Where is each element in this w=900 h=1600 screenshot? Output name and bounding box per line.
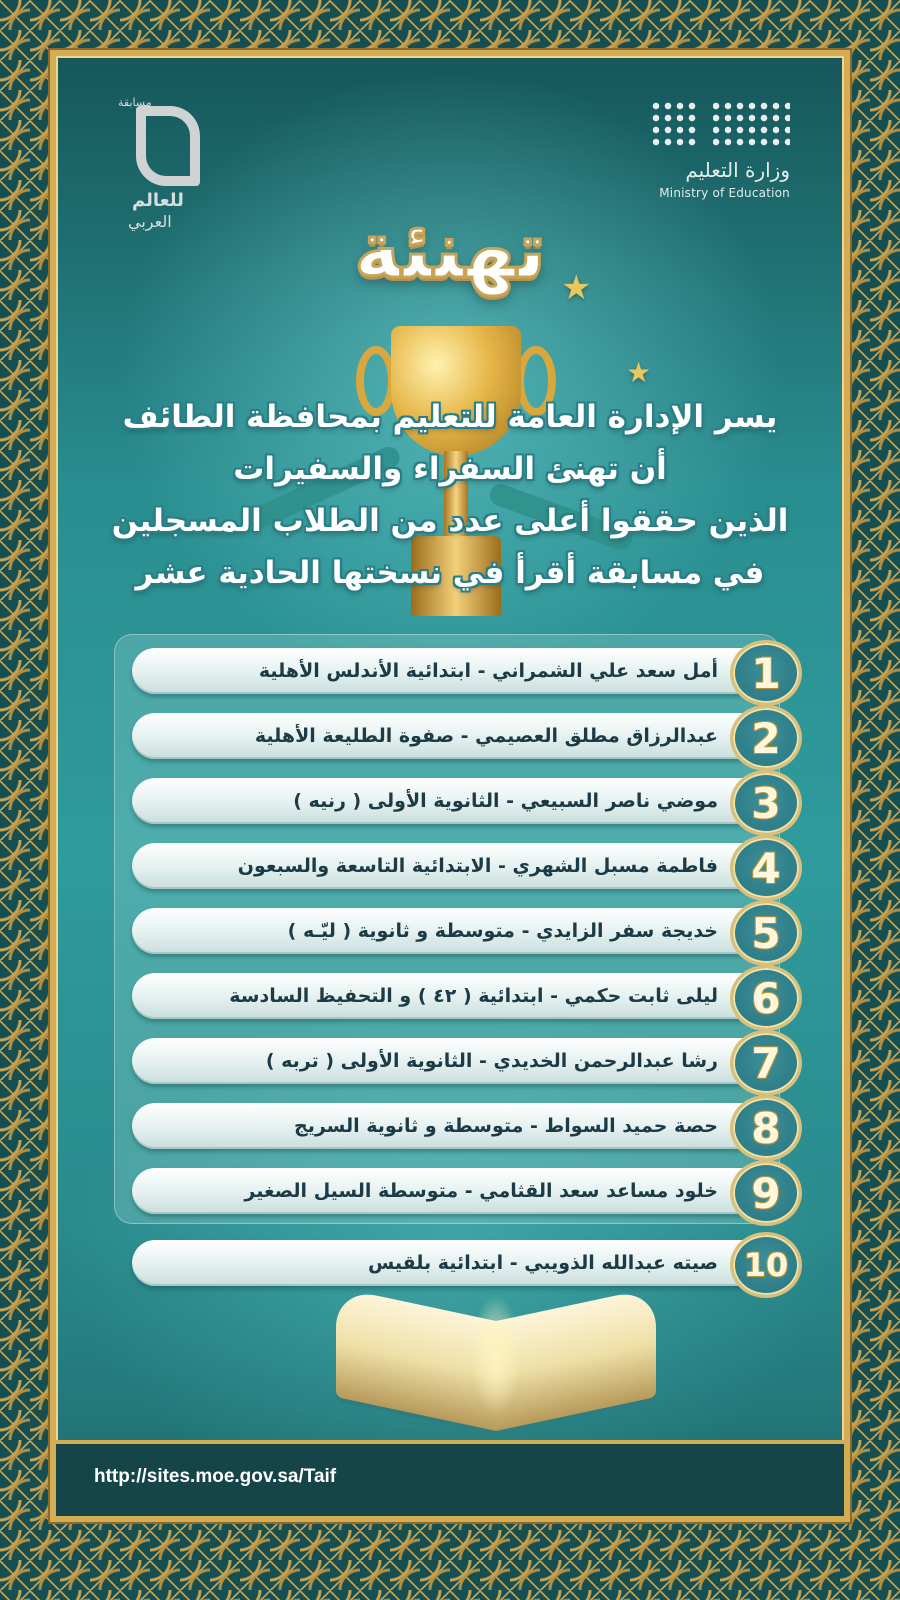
rank-badge: 3 [730,770,802,836]
winner-pill [132,778,762,824]
winner-row [132,642,802,698]
footer-bar [56,1440,844,1516]
winner-pill [132,1103,762,1149]
winner-row [132,1032,802,1088]
intro-text [56,391,844,599]
winner-pill [132,908,762,954]
page-title: تهنئة [354,206,546,296]
rank-badge: 9 [730,1160,802,1226]
winner-row [132,772,802,828]
rank-badge: 7 [730,1030,802,1096]
website-link[interactable]: http://sites.moe.gov.sa/Taif [94,1466,337,1487]
winner-pill [132,648,762,694]
winner-name: حصة حميد السواط - متوسطة و ثانوية السريج [294,1115,718,1137]
moe-dots-icon [650,100,790,150]
moe-arabic-name: وزارة التعليم [685,158,790,182]
rank-badge: 6 [730,965,802,1031]
winner-pill [132,713,762,759]
winner-name: ليلى ثابت حكمي - ابتدائية ( ٤٢ ) و التحفيظ السادسة [229,985,718,1007]
rank-badge: 1 [730,640,802,706]
winner-row [132,967,802,1023]
open-book-illustration [336,1294,656,1424]
winner-name: موضي ناصر السبيعي - الثانوية الأولى ( رنيه ) [293,790,718,812]
winner-pill [132,843,762,889]
winner-row [132,837,802,893]
ministry-of-education-logo [630,100,790,200]
iqraa-logo-small-text: مسابقة [118,96,152,109]
rank-badge: 8 [730,1095,802,1161]
winner-pill [132,1168,762,1214]
poster-frame [50,50,850,1522]
winner-row [132,1162,802,1218]
rank-badge: 10 [730,1232,802,1298]
winner-name: رشا عبدالرحمن الخديدي - الثانوية الأولى ( تربه ) [265,1050,718,1072]
star-icon: ★ [626,356,652,389]
book-glow [471,1294,521,1414]
winner-name: فاطمة مسبل الشهري - الابتدائية التاسعة والسبعون [237,855,718,877]
intro-line: يسر الإدارة العامة للتعليم بمحافظة الطائف [122,399,778,435]
winner-pill [132,973,762,1019]
winner-pill [132,1240,762,1286]
intro-line: في مسابقة أقرأ في نسختها الحادية عشر [135,555,765,591]
winner-row [132,707,802,763]
winner-row [132,902,802,958]
iqraa-logo-line1: للعالم [132,190,184,211]
winner-row [132,1234,802,1290]
winner-name: أمل سعد علي الشمراني - ابتدائية الأندلس الأهلية [258,660,718,682]
intro-line: الذين حققوا أعلى عدد من الطلاب المسجلين [111,503,789,539]
star-icon: ★ [561,268,592,308]
winner-name: صيته عبدالله الذويبي - ابتدائية بلقيس [367,1252,718,1274]
intro-line: أن تهنئ السفراء والسفيرات [233,451,667,487]
rank-badge: 2 [730,705,802,771]
rank-badge: 4 [730,835,802,901]
winner-name: عبدالرزاق مطلق العصيمي - صفوة الطليعة الأهلية [254,725,718,747]
winner-row [132,1097,802,1153]
rank-badge: 5 [730,900,802,966]
winner-pill [132,1038,762,1084]
iqraa-logo-mark [136,106,200,186]
moe-english-name: Ministry of Education [659,186,790,200]
iqraa-logo-line2: العربي [128,212,172,231]
winner-name: خديجة سفر الزايدي - متوسطة و ثانوية ( ليّـه ) [287,920,718,942]
winner-name: خلود مساعد سعد القثامي - متوسطة السيل الصغير [244,1180,718,1202]
